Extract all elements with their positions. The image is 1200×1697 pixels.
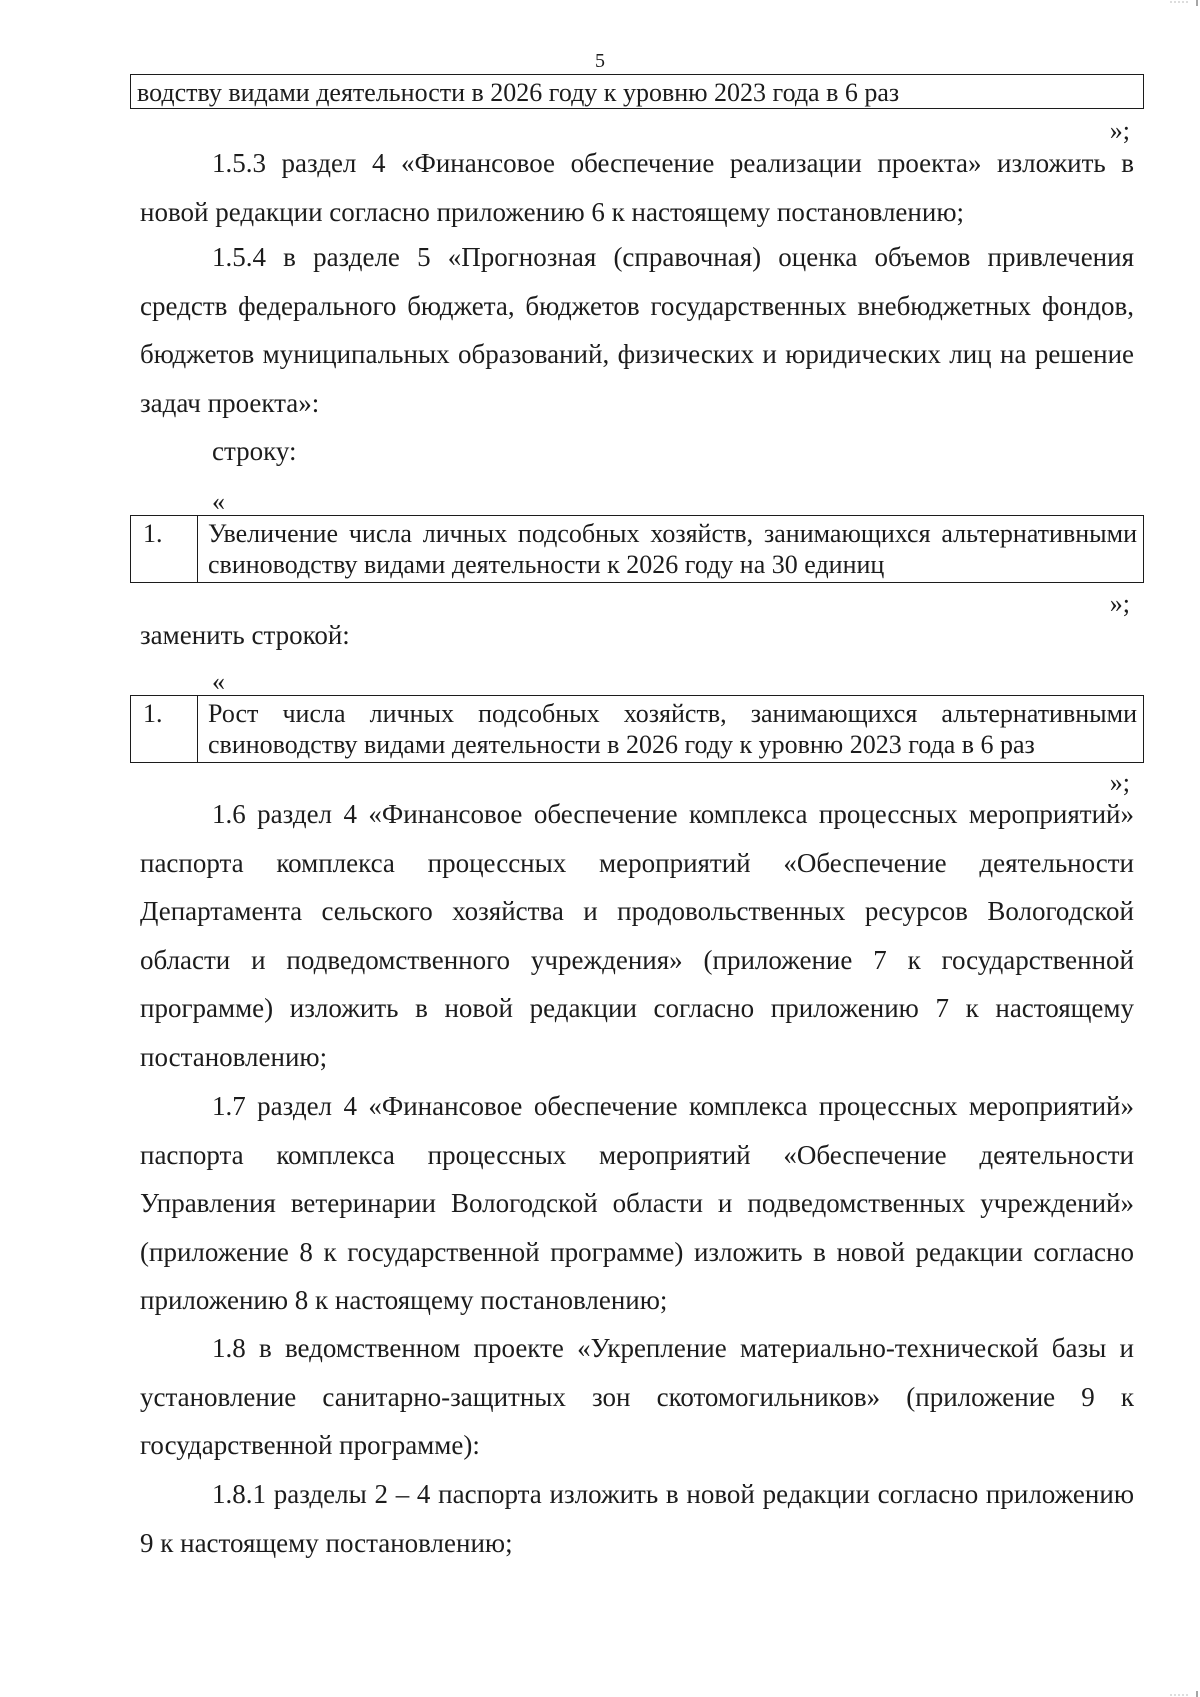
paragraph-1-5-3: 1.5.3 раздел 4 «Финансовое обеспечение реализации проекта» изложить в новой редакции согласно приложению 6 к настоящему постановлению; xyxy=(140,148,1134,227)
scan-edge-mark xyxy=(1170,0,1200,6)
old-table-row xyxy=(130,515,1144,583)
new-row-number: 1. xyxy=(131,696,198,762)
label-row: строку: xyxy=(212,436,297,466)
paragraph-1-8-1: 1.8.1 разделы 2 – 4 паспорта изложить в новой редакции согласно приложению 9 к настоящему постановлению; xyxy=(140,1479,1134,1558)
closing-quote: »; xyxy=(1109,589,1130,618)
scan-edge-mark xyxy=(1170,1691,1200,1697)
paragraph-1-7: 1.7 раздел 4 «Финансовое обеспечение комплекса процессных мероприятий» паспорта комплекса процессных мероприятий «Обеспечение деятельности Управления ветеринарии Вологодской области и подведомственных учреждений» (приложение 8 к государственной программе) изложить в новой редакции согласно приложению 8 к настоящему постановлению; xyxy=(140,1091,1134,1315)
paragraph-1-6: 1.6 раздел 4 «Финансовое обеспечение комплекса процессных мероприятий» паспорта комплекса процессных мероприятий «Обеспечение деятельности Департамента сельского хозяйства и продовольственных ресурсов Вологодской области и подведомственного учреждения» (приложение 7 к государственной программе) изложить в новой редакции согласно приложению 7 к настоящему постановлению; xyxy=(140,799,1134,1072)
old-row-number: 1. xyxy=(131,516,198,582)
paragraph-1-5-4: 1.5.4 в разделе 5 «Прогнозная (справочная) оценка объемов привлечения средств федерального бюджета, бюджетов государственных внебюджетных фондов, бюджетов муниципальных образований, физических и юридических лиц на решение задач проекта»: xyxy=(140,242,1134,418)
closing-quote: »; xyxy=(1109,768,1130,797)
page-number: 5 xyxy=(595,50,605,72)
new-table-row xyxy=(130,695,1144,763)
closing-quote: »; xyxy=(1109,116,1130,145)
table-row-continuation xyxy=(130,74,1144,109)
label-replace: заменить строкой: xyxy=(140,620,350,650)
paragraph-1-8: 1.8 в ведомственном проекте «Укрепление материально-технической базы и установление санитарно-защитных зон скотомогильников» (приложение 9 к государственной программе): xyxy=(140,1333,1134,1460)
opening-quote: « xyxy=(212,667,225,696)
new-row-text: Рост числа личных подсобных хозяйств, занимающихся альтернативными свиноводству видами деятельности в 2026 году к уровню 2023 года в 6 раз xyxy=(208,699,1137,759)
old-row-text: Увеличение числа личных подсобных хозяйств, занимающихся альтернативными свиноводству видами деятельности к 2026 году на 30 единиц xyxy=(208,519,1137,579)
opening-quote: « xyxy=(212,487,225,516)
table-row-text: водству видами деятельности в 2026 году к уровню 2023 года в 6 раз xyxy=(137,78,900,107)
